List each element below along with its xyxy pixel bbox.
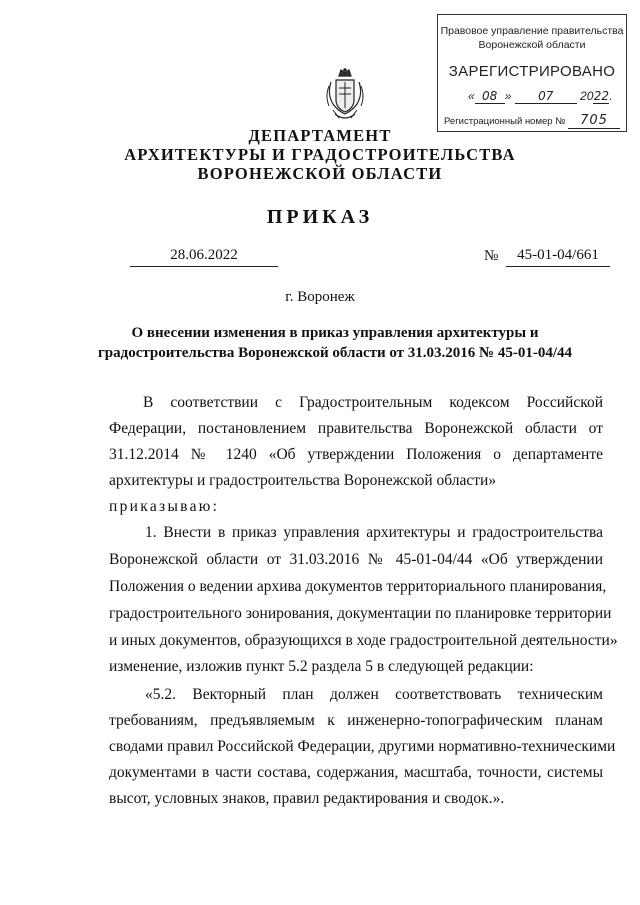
order-subject bbox=[80, 323, 590, 363]
stamp-org-line2: Воронежской области bbox=[478, 39, 586, 51]
department-name-line1: ДЕПАРТАМЕНТ bbox=[248, 126, 392, 145]
item2-line2: требованиям, предъявляемым к инженерно-топографическим планам bbox=[109, 712, 603, 729]
stamp-date: « 08 » 07 2022. bbox=[468, 89, 613, 103]
order-date: 28.06.2022 bbox=[130, 247, 278, 267]
stamp-date-year-prefix: 20 bbox=[580, 89, 594, 103]
registration-stamp bbox=[437, 14, 627, 132]
item1-line5: и иных документов, образующихся в ходе градостроительной деятельности» bbox=[109, 632, 618, 649]
preamble-line1: В соответствии с Градостроительным кодексом Российской bbox=[143, 394, 603, 411]
preamble-line3: 31.12.2014 № 1240 «Об утверждении Положения о департаменте bbox=[109, 446, 603, 463]
order-word: приказываю: bbox=[109, 498, 220, 515]
department-name-line2: АРХИТЕКТУРЫ И ГРАДОСТРОИТЕЛЬСТВА bbox=[124, 145, 516, 164]
subject-line1: О внесении изменения в приказ управления архитектуры и bbox=[131, 325, 539, 341]
city: г. Воронеж bbox=[285, 289, 355, 305]
number-sign: № bbox=[484, 248, 499, 264]
order-number: 45-01-04/661 bbox=[506, 247, 610, 267]
item1-line3: Положения о ведении архива документов территориального планирования, bbox=[109, 578, 607, 595]
document-type-title: ПРИКАЗ bbox=[266, 206, 374, 228]
item2-line1: «5.2. Векторный план должен соответствовать техническим bbox=[145, 686, 603, 703]
preamble-line4: архитектуры и градостроительства Воронежской области» bbox=[109, 472, 497, 489]
subject-line2: градостроительства Воронежской области от 31.03.2016 № 45-01-04/44 bbox=[97, 345, 573, 361]
item1-line6: изменение, изложив пункт 5.2 раздела 5 в следующей редакции: bbox=[109, 658, 534, 675]
preamble-line2: Федерации, постановлением правительства Воронежской области от bbox=[109, 420, 603, 437]
stamp-org-line1: Правовое управление правительства bbox=[440, 25, 624, 37]
item2-line5: высот, условных знаков, правил редактирования и сводок.». bbox=[109, 790, 505, 807]
stamp-reg-label: Регистрационный номер № bbox=[444, 116, 566, 127]
coat-of-arms-icon bbox=[325, 66, 365, 126]
item1-line2: Воронежской области от 31.03.2016 № 45-01-04/44 «Об утверждении bbox=[109, 551, 603, 568]
department-name-line3: ВОРОНЕЖСКОЙ ОБЛАСТИ bbox=[197, 164, 443, 183]
stamp-date-day: 08 bbox=[475, 89, 505, 104]
stamp-date-month: 07 bbox=[515, 89, 577, 104]
item2-line4: документами в части состава, содержания, масштаба, точности, системы bbox=[109, 764, 603, 781]
item2-line3: сводами правил Российской Федерации, другими нормативно-техническими bbox=[109, 738, 616, 755]
item1-line1: 1. Внести в приказ управления архитектуры и градостроительства bbox=[145, 524, 603, 541]
item1-line4: градостроительного зонирования, документации по планировке территории bbox=[109, 605, 612, 622]
stamp-reg-number: 705 bbox=[568, 113, 620, 129]
stamp-date-year-suffix: 22 bbox=[593, 89, 610, 103]
stamp-status: ЗАРЕГИСТРИРОВАНО bbox=[448, 63, 616, 80]
